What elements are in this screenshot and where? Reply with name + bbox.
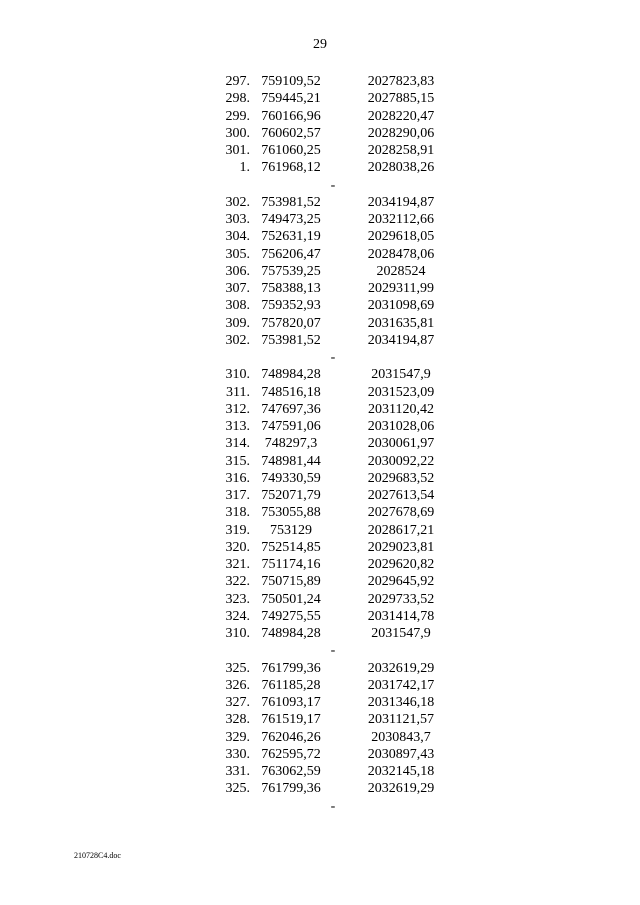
y-coordinate: 2029645,92: [367, 574, 435, 590]
point-number: 324.: [225, 608, 250, 624]
table-row: [0, 332, 640, 349]
y-coordinate: 2030061,97: [367, 436, 435, 452]
table-row: [0, 246, 640, 263]
y-coordinate: 2027885,15: [367, 91, 435, 107]
table-row: [0, 591, 640, 608]
y-coordinate: 2030897,43: [367, 746, 435, 762]
y-coordinate: 2031742,17: [367, 677, 435, 693]
footer-filename: 210728C4.doc: [74, 851, 121, 860]
point-number: 331.: [225, 764, 250, 779]
x-coordinate: 749275,55: [261, 608, 321, 624]
y-coordinate: 2027823,83: [367, 74, 435, 89]
table-row: [0, 677, 640, 694]
point-number: 310.: [225, 626, 250, 641]
coordinate-table: [0, 73, 640, 815]
y-coordinate: 2028478,06: [367, 246, 435, 262]
y-coordinate: 2031098,69: [367, 298, 435, 314]
table-row: [0, 660, 640, 677]
x-coordinate: 750715,89: [261, 574, 321, 590]
x-coordinate: 749330,59: [261, 470, 321, 486]
x-coordinate: 762046,26: [261, 729, 321, 745]
table-row: [0, 487, 640, 504]
y-coordinate: 2028220,47: [367, 108, 435, 124]
x-coordinate: 751174,16: [261, 557, 321, 572]
table-row: [0, 625, 640, 642]
y-coordinate: 2029620,82: [367, 557, 435, 572]
y-coordinate: 2027678,69: [367, 505, 435, 521]
table-row: [0, 315, 640, 332]
point-number: 308.: [225, 298, 250, 314]
table-row: [0, 711, 640, 728]
table-row: [0, 556, 640, 573]
separator: -: [330, 643, 336, 659]
separator: -: [330, 350, 336, 365]
x-coordinate: 748516,18: [261, 384, 321, 400]
x-coordinate: 752631,19: [261, 229, 321, 245]
x-coordinate: 763062,59: [261, 764, 321, 779]
x-coordinate: 748981,44: [261, 453, 321, 469]
x-coordinate: 748984,28: [261, 367, 321, 383]
point-number: 322.: [225, 574, 250, 590]
table-row: [0, 608, 640, 625]
x-coordinate: 753981,52: [261, 194, 321, 210]
point-number: 305.: [225, 246, 250, 262]
x-coordinate: 759109,52: [261, 74, 321, 89]
point-number: 301.: [225, 143, 250, 158]
x-coordinate: 748297,3: [264, 436, 318, 452]
table-row: [0, 90, 640, 107]
table-row: [0, 297, 640, 314]
x-coordinate: 759445,21: [261, 91, 321, 107]
point-number: 320.: [225, 539, 250, 555]
table-row: [0, 746, 640, 763]
x-coordinate: 760602,57: [261, 125, 321, 141]
y-coordinate: 2031547,9: [371, 367, 431, 383]
y-coordinate: 2031547,9: [371, 626, 431, 641]
x-coordinate: 750501,24: [261, 591, 321, 607]
x-coordinate: 756206,47: [261, 246, 321, 262]
y-coordinate: 2029733,52: [367, 591, 435, 607]
table-row: [0, 763, 640, 780]
y-coordinate: 2029311,99: [368, 281, 434, 296]
y-coordinate: 2031523,09: [367, 384, 435, 400]
point-number: 297.: [225, 74, 250, 89]
x-coordinate: 762595,72: [261, 746, 321, 762]
y-coordinate: 2034194,87: [367, 332, 435, 348]
x-coordinate: 748984,28: [261, 626, 321, 641]
table-row: [0, 73, 640, 90]
y-coordinate: 2031635,81: [367, 315, 435, 331]
table-row: [0, 573, 640, 590]
x-coordinate: 753055,88: [261, 505, 321, 521]
table-row: [0, 435, 640, 452]
table-row: [0, 694, 640, 711]
y-coordinate: 2029618,05: [367, 229, 435, 245]
table-row: [0, 384, 640, 401]
point-number: 316.: [225, 470, 250, 486]
x-coordinate: 761093,17: [261, 695, 321, 710]
table-row: [0, 453, 640, 470]
x-coordinate: 752071,79: [261, 488, 321, 503]
table-row: [0, 729, 640, 746]
point-number: 330.: [225, 746, 250, 762]
y-coordinate: 2031121,57: [368, 712, 434, 728]
point-number: 307.: [225, 281, 250, 296]
table-row: [0, 194, 640, 211]
x-coordinate: 753129: [270, 522, 312, 538]
y-coordinate: 2032619,29: [367, 781, 435, 797]
x-coordinate: 761968,12: [261, 160, 321, 176]
y-coordinate: 2030092,22: [367, 453, 435, 469]
point-number: 328.: [225, 712, 250, 728]
y-coordinate: 2031028,06: [367, 419, 435, 434]
separator-row: [0, 349, 640, 366]
y-coordinate: 2028258,91: [367, 143, 435, 158]
table-row: [0, 522, 640, 539]
x-coordinate: 761185,28: [261, 677, 321, 693]
table-row: [0, 280, 640, 297]
y-coordinate: 2031414,78: [367, 608, 435, 624]
table-row: [0, 504, 640, 521]
point-number: 323.: [225, 591, 250, 607]
x-coordinate: 749473,25: [261, 212, 321, 227]
point-number: 325.: [225, 781, 250, 797]
separator: -: [330, 798, 336, 814]
y-coordinate: 2032112,66: [368, 212, 434, 227]
point-number: 300.: [225, 125, 250, 141]
x-coordinate: 761799,36: [261, 781, 321, 797]
x-coordinate: 761060,25: [261, 143, 321, 158]
point-number: 1.: [239, 160, 250, 176]
table-row: [0, 470, 640, 487]
point-number: 302.: [225, 332, 250, 348]
x-coordinate: 757820,07: [261, 315, 321, 331]
table-row: [0, 780, 640, 797]
y-coordinate: 2031120,42: [368, 401, 434, 417]
x-coordinate: 759352,93: [261, 298, 321, 314]
point-number: 298.: [225, 91, 250, 107]
table-row: [0, 539, 640, 556]
table-row: [0, 125, 640, 142]
y-coordinate: 2028524: [376, 263, 426, 279]
x-coordinate: 752514,85: [261, 539, 321, 555]
y-coordinate: 2028290,06: [367, 125, 435, 141]
x-coordinate: 757539,25: [261, 263, 321, 279]
point-number: 327.: [225, 695, 250, 710]
table-row: [0, 211, 640, 228]
separator-row: [0, 642, 640, 659]
y-coordinate: 2028617,21: [367, 522, 435, 538]
x-coordinate: 761519,17: [261, 712, 321, 728]
separator-row: [0, 798, 640, 815]
table-row: [0, 418, 640, 435]
point-number: 325.: [225, 660, 250, 676]
y-coordinate: 2029023,81: [367, 539, 435, 555]
y-coordinate: 2032145,18: [367, 764, 435, 779]
separator-row: [0, 177, 640, 194]
point-number: 311.: [226, 384, 250, 400]
y-coordinate: 2034194,87: [367, 194, 435, 210]
point-number: 314.: [225, 436, 250, 452]
point-number: 306.: [225, 263, 250, 279]
y-coordinate: 2031346,18: [367, 695, 435, 710]
point-number: 309.: [225, 315, 250, 331]
table-row: [0, 401, 640, 418]
y-coordinate: 2030843,7: [371, 729, 431, 745]
x-coordinate: 747697,36: [261, 401, 321, 417]
point-number: 313.: [225, 419, 250, 434]
point-number: 317.: [225, 488, 250, 503]
point-number: 302.: [225, 194, 250, 210]
point-number: 303.: [225, 212, 250, 227]
table-row: [0, 108, 640, 125]
page-number: 29: [313, 37, 327, 52]
table-row: [0, 159, 640, 176]
x-coordinate: 747591,06: [261, 419, 321, 434]
point-number: 310.: [225, 367, 250, 383]
point-number: 318.: [225, 505, 250, 521]
table-row: [0, 263, 640, 280]
point-number: 319.: [225, 522, 250, 538]
table-row: [0, 366, 640, 383]
point-number: 304.: [225, 229, 250, 245]
x-coordinate: 753981,52: [261, 332, 321, 348]
table-row: [0, 142, 640, 159]
y-coordinate: 2032619,29: [367, 660, 435, 676]
y-coordinate: 2028038,26: [367, 160, 435, 176]
point-number: 299.: [225, 108, 250, 124]
point-number: 329.: [225, 729, 250, 745]
x-coordinate: 760166,96: [261, 108, 321, 124]
point-number: 326.: [225, 677, 250, 693]
point-number: 321.: [225, 557, 250, 572]
point-number: 315.: [225, 453, 250, 469]
separator: -: [330, 177, 336, 193]
y-coordinate: 2027613,54: [367, 488, 435, 503]
point-number: 312.: [225, 401, 250, 417]
x-coordinate: 761799,36: [261, 660, 321, 676]
x-coordinate: 758388,13: [261, 281, 321, 296]
y-coordinate: 2029683,52: [367, 470, 435, 486]
table-row: [0, 228, 640, 245]
